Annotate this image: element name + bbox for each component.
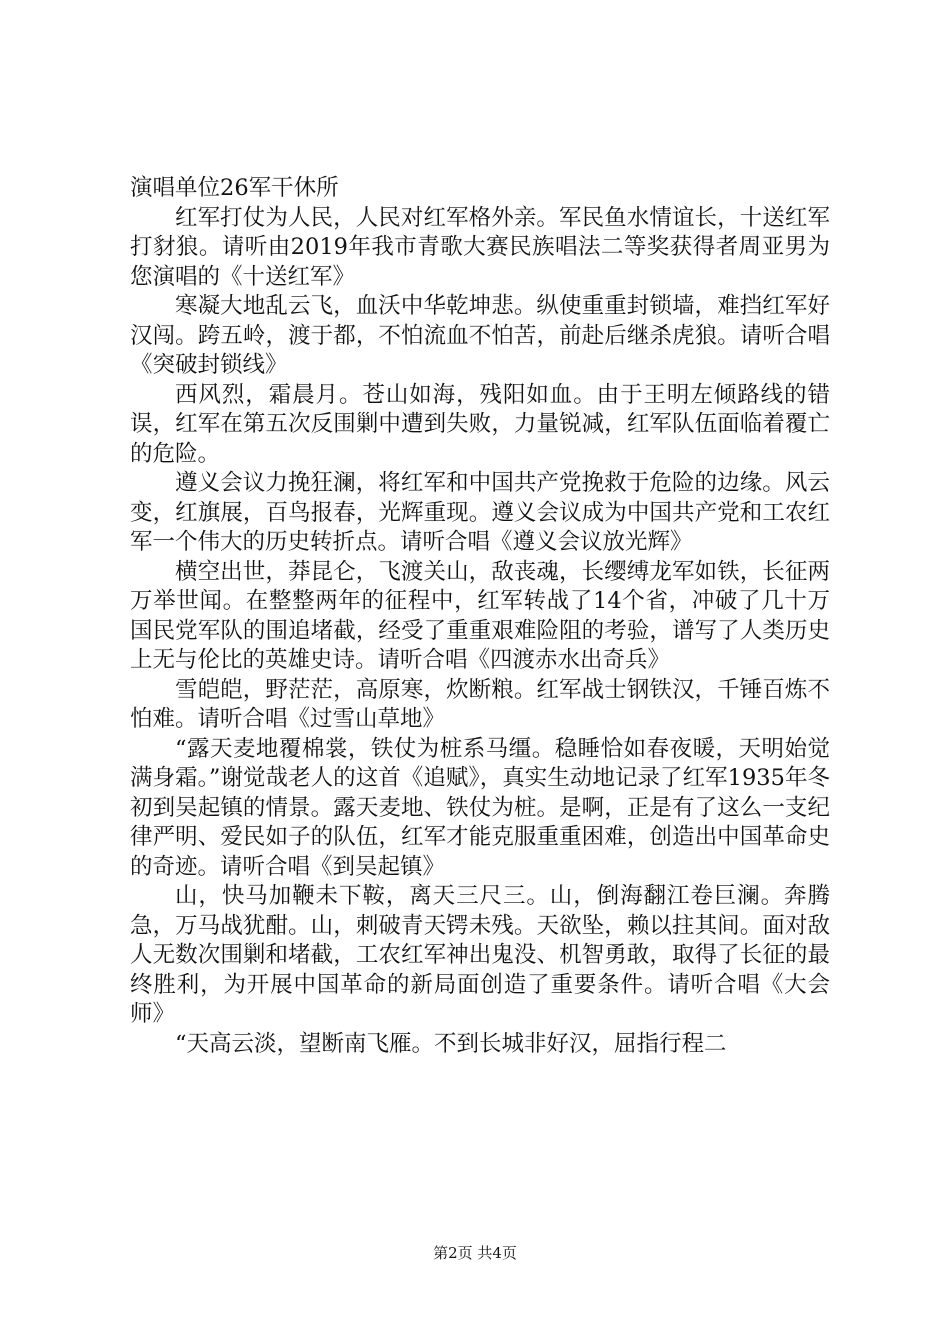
paragraph-tupo-fengsuoxian: 寒凝大地乱云飞，血沃中华乾坤悲。纵使重重封锁墙，难挡红军好汉闯。跨五岭，渡于都，不怕流血不怕苦，前赴后继杀虎狼。请听合唱《突破封锁线》 — [130, 293, 830, 378]
paragraph-da-huishi: 山，快马加鞭未下鞍，离天三尺三。山，倒海翻江卷巨澜。奔腾急，万马战犹酣。山，刺破青天锷未残。天欲坠，赖以拄其间。面对敌人无数次围剿和堵截，工农红军神出鬼没、机智勇敢，取得了长征的最终胜利，为开展中国革命的新局面创造了重要条件。请听合唱《大会师》 — [130, 883, 830, 1027]
paragraph-sidu-chishui: 横空出世，莽昆仑，飞渡关山，敌丧魂，长缨缚龙军如铁，长征两万举世闻。在整整两年的征程中，红军转战了14个省，冲破了几十万国民党军队的围追堵截，经受了重重艰难险阻的考验，谱写了人类历史上无与伦比的英雄史诗。请听合唱《四渡赤水出奇兵》 — [130, 558, 830, 673]
paragraph-guo-xueshan: 雪皑皑，野茫茫，高原寒，炊断粮。红军战士钢铁汉，千锤百炼不怕难。请听合唱《过雪山草地》 — [130, 676, 830, 732]
paragraph-tiangao-yundan: “天高云淡，望断南飞雁。不到长城非好汉，屈指行程二 — [175, 1030, 727, 1057]
page-footer: 第2页 共4页 — [433, 1244, 517, 1262]
paragraph-xifeng-lie: 西风烈，霜晨月。苍山如海，残阳如血。由于王明左倾路线的错误，红军在第五次反围剿中遭到失败，力量锐减，红军队伍面临着覆亡的危险。 — [130, 381, 830, 467]
paragraph-shisong-hongjun: 红军打仗为人民，人民对红军格外亲。军民鱼水情谊长，十送红军打豺狼。请听由2019年我市青歌大赛民族唱法二等奖获得者周亚男为您演唱的《十送红军》 — [130, 204, 830, 290]
paragraph-zunyi-huiyi: 遵义会议力挽狂澜，将红军和中国共产党挽救于危险的边缘。风云变，红旗展，百鸟报春，光辉重现。遵义会议成为中国共产党和工农红军一个伟大的历史转折点。请听合唱《遵义会议放光辉》 — [130, 470, 830, 555]
document-body — [130, 174, 830, 1059]
paragraph-dao-wuqizhen: “露天麦地覆棉裳，铁仗为桩系马缰。稳睡恰如春夜暖，天明始觉满身霜。”谢觉哉老人的这首《追赋》，真实生动地记录了红军1935年冬初到吴起镇的情景。露天麦地、铁仗为桩。是啊，正是有了这么一支纪律严明、爱民如子的队伍，红军才能克服重重困难，创造出中国革命史的奇迹。请听合唱《到吴起镇》 — [130, 735, 830, 880]
paragraph-performer: 演唱单位26军干休所 — [130, 175, 339, 201]
